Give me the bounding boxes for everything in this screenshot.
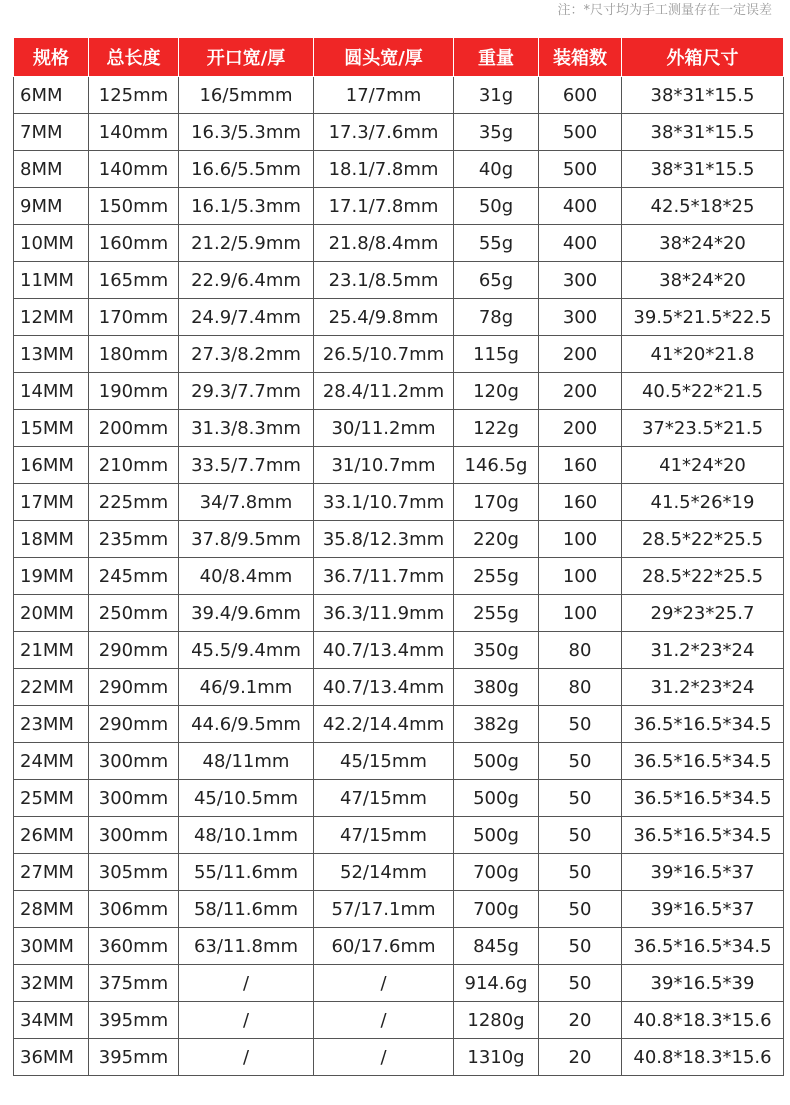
cell-pack-quantity: 20 <box>539 1002 622 1039</box>
cell-opening: 29.3/7.7mm <box>179 373 314 410</box>
cell-carton-size: 37*23.5*21.5 <box>622 410 784 447</box>
cell-weight: 500g <box>454 780 539 817</box>
cell-spec: 12MM <box>14 299 89 336</box>
cell-total-length: 210mm <box>89 447 179 484</box>
cell-ring: 17/7mm <box>314 77 454 114</box>
table-row <box>14 299 784 336</box>
table-row <box>14 447 784 484</box>
cell-carton-size: 28.5*22*25.5 <box>622 558 784 595</box>
cell-weight: 78g <box>454 299 539 336</box>
cell-carton-size: 41*24*20 <box>622 447 784 484</box>
cell-opening: / <box>179 965 314 1002</box>
cell-carton-size: 38*31*15.5 <box>622 151 784 188</box>
cell-opening: 34/7.8mm <box>179 484 314 521</box>
cell-carton-size: 36.5*16.5*34.5 <box>622 817 784 854</box>
header-weight: 重量 <box>454 38 539 77</box>
cell-total-length: 245mm <box>89 558 179 595</box>
cell-opening: 39.4/9.6mm <box>179 595 314 632</box>
table-row <box>14 151 784 188</box>
cell-opening: 63/11.8mm <box>179 928 314 965</box>
cell-opening: 24.9/7.4mm <box>179 299 314 336</box>
cell-carton-size: 40.8*18.3*15.6 <box>622 1002 784 1039</box>
cell-carton-size: 36.5*16.5*34.5 <box>622 743 784 780</box>
cell-total-length: 170mm <box>89 299 179 336</box>
table-row <box>14 780 784 817</box>
cell-ring: 60/17.6mm <box>314 928 454 965</box>
cell-weight: 35g <box>454 114 539 151</box>
cell-total-length: 165mm <box>89 262 179 299</box>
cell-weight: 700g <box>454 891 539 928</box>
cell-total-length: 200mm <box>89 410 179 447</box>
cell-spec: 24MM <box>14 743 89 780</box>
cell-pack-quantity: 50 <box>539 817 622 854</box>
cell-pack-quantity: 100 <box>539 558 622 595</box>
cell-total-length: 190mm <box>89 373 179 410</box>
cell-carton-size: 38*31*15.5 <box>622 114 784 151</box>
cell-weight: 220g <box>454 521 539 558</box>
cell-pack-quantity: 50 <box>539 891 622 928</box>
measurement-note: 注：*尺寸均为手工测量存在一定误差 <box>557 3 772 18</box>
table-row <box>14 77 784 114</box>
cell-ring: 21.8/8.4mm <box>314 225 454 262</box>
cell-spec: 27MM <box>14 854 89 891</box>
table-row <box>14 817 784 854</box>
table-row <box>14 336 784 373</box>
header-pack-quantity: 装箱数 <box>539 38 622 77</box>
cell-opening: 16.6/5.5mm <box>179 151 314 188</box>
cell-carton-size: 40.5*22*21.5 <box>622 373 784 410</box>
cell-spec: 6MM <box>14 77 89 114</box>
cell-ring: / <box>314 1002 454 1039</box>
cell-carton-size: 39*16.5*39 <box>622 965 784 1002</box>
cell-spec: 26MM <box>14 817 89 854</box>
cell-spec: 30MM <box>14 928 89 965</box>
cell-carton-size: 31.2*23*24 <box>622 669 784 706</box>
cell-weight: 845g <box>454 928 539 965</box>
cell-spec: 16MM <box>14 447 89 484</box>
cell-ring: 30/11.2mm <box>314 410 454 447</box>
cell-spec: 36MM <box>14 1039 89 1076</box>
cell-opening: 44.6/9.5mm <box>179 706 314 743</box>
table-row <box>14 1039 784 1076</box>
table-row <box>14 595 784 632</box>
header-total-length: 总长度 <box>89 38 179 77</box>
cell-carton-size: 36.5*16.5*34.5 <box>622 928 784 965</box>
cell-opening: 55/11.6mm <box>179 854 314 891</box>
cell-total-length: 290mm <box>89 706 179 743</box>
cell-spec: 18MM <box>14 521 89 558</box>
cell-pack-quantity: 50 <box>539 854 622 891</box>
cell-opening: / <box>179 1002 314 1039</box>
cell-weight: 146.5g <box>454 447 539 484</box>
cell-pack-quantity: 600 <box>539 77 622 114</box>
table-row <box>14 558 784 595</box>
cell-ring: 35.8/12.3mm <box>314 521 454 558</box>
cell-ring: 25.4/9.8mm <box>314 299 454 336</box>
cell-opening: 16.3/5.3mm <box>179 114 314 151</box>
cell-opening: 16.1/5.3mm <box>179 188 314 225</box>
cell-carton-size: 41*20*21.8 <box>622 336 784 373</box>
cell-total-length: 395mm <box>89 1002 179 1039</box>
table-row <box>14 410 784 447</box>
table-row <box>14 743 784 780</box>
cell-weight: 700g <box>454 854 539 891</box>
cell-spec: 9MM <box>14 188 89 225</box>
cell-carton-size: 29*23*25.7 <box>622 595 784 632</box>
cell-opening: 31.3/8.3mm <box>179 410 314 447</box>
cell-carton-size: 38*24*20 <box>622 225 784 262</box>
cell-spec: 14MM <box>14 373 89 410</box>
header-carton-size: 外箱尺寸 <box>622 38 784 77</box>
cell-spec: 10MM <box>14 225 89 262</box>
cell-opening: 46/9.1mm <box>179 669 314 706</box>
cell-total-length: 305mm <box>89 854 179 891</box>
table-row <box>14 484 784 521</box>
cell-spec: 17MM <box>14 484 89 521</box>
cell-spec: 34MM <box>14 1002 89 1039</box>
cell-weight: 115g <box>454 336 539 373</box>
table-row <box>14 188 784 225</box>
cell-weight: 1280g <box>454 1002 539 1039</box>
cell-total-length: 235mm <box>89 521 179 558</box>
table-row <box>14 669 784 706</box>
cell-spec: 15MM <box>14 410 89 447</box>
cell-total-length: 300mm <box>89 780 179 817</box>
cell-opening: 45/10.5mm <box>179 780 314 817</box>
cell-pack-quantity: 200 <box>539 373 622 410</box>
cell-opening: 58/11.6mm <box>179 891 314 928</box>
cell-spec: 8MM <box>14 151 89 188</box>
cell-opening: 40/8.4mm <box>179 558 314 595</box>
cell-total-length: 125mm <box>89 77 179 114</box>
cell-weight: 120g <box>454 373 539 410</box>
cell-pack-quantity: 500 <box>539 114 622 151</box>
cell-pack-quantity: 500 <box>539 151 622 188</box>
table-row <box>14 632 784 669</box>
cell-weight: 55g <box>454 225 539 262</box>
table-body <box>14 77 784 1076</box>
cell-spec: 23MM <box>14 706 89 743</box>
cell-pack-quantity: 50 <box>539 706 622 743</box>
cell-spec: 13MM <box>14 336 89 373</box>
cell-ring: 57/17.1mm <box>314 891 454 928</box>
header-spec: 规格 <box>14 38 89 77</box>
cell-total-length: 290mm <box>89 669 179 706</box>
cell-carton-size: 41.5*26*19 <box>622 484 784 521</box>
cell-spec: 25MM <box>14 780 89 817</box>
cell-carton-size: 42.5*18*25 <box>622 188 784 225</box>
cell-opening: 16/5mmm <box>179 77 314 114</box>
cell-opening: 48/11mm <box>179 743 314 780</box>
cell-weight: 255g <box>454 595 539 632</box>
cell-opening: 48/10.1mm <box>179 817 314 854</box>
cell-spec: 19MM <box>14 558 89 595</box>
cell-weight: 914.6g <box>454 965 539 1002</box>
cell-weight: 31g <box>454 77 539 114</box>
cell-total-length: 306mm <box>89 891 179 928</box>
cell-weight: 350g <box>454 632 539 669</box>
cell-opening: 27.3/8.2mm <box>179 336 314 373</box>
spec-table <box>13 37 784 1076</box>
cell-carton-size: 36.5*16.5*34.5 <box>622 706 784 743</box>
cell-ring: 36.7/11.7mm <box>314 558 454 595</box>
cell-pack-quantity: 200 <box>539 410 622 447</box>
cell-pack-quantity: 50 <box>539 928 622 965</box>
cell-ring: / <box>314 1039 454 1076</box>
cell-spec: 28MM <box>14 891 89 928</box>
cell-pack-quantity: 160 <box>539 484 622 521</box>
table-header-row <box>14 38 784 77</box>
cell-carton-size: 38*31*15.5 <box>622 77 784 114</box>
cell-total-length: 290mm <box>89 632 179 669</box>
cell-spec: 32MM <box>14 965 89 1002</box>
cell-pack-quantity: 100 <box>539 595 622 632</box>
cell-total-length: 225mm <box>89 484 179 521</box>
cell-ring: 42.2/14.4mm <box>314 706 454 743</box>
cell-ring: 17.3/7.6mm <box>314 114 454 151</box>
table-row <box>14 891 784 928</box>
cell-ring: / <box>314 965 454 1002</box>
cell-carton-size: 28.5*22*25.5 <box>622 521 784 558</box>
cell-ring: 40.7/13.4mm <box>314 669 454 706</box>
cell-ring: 45/15mm <box>314 743 454 780</box>
cell-weight: 500g <box>454 743 539 780</box>
cell-total-length: 300mm <box>89 743 179 780</box>
cell-pack-quantity: 300 <box>539 299 622 336</box>
cell-weight: 65g <box>454 262 539 299</box>
cell-carton-size: 31.2*23*24 <box>622 632 784 669</box>
cell-ring: 23.1/8.5mm <box>314 262 454 299</box>
cell-total-length: 375mm <box>89 965 179 1002</box>
cell-carton-size: 40.8*18.3*15.6 <box>622 1039 784 1076</box>
table-row <box>14 521 784 558</box>
cell-weight: 170g <box>454 484 539 521</box>
cell-ring: 36.3/11.9mm <box>314 595 454 632</box>
cell-pack-quantity: 50 <box>539 965 622 1002</box>
cell-total-length: 300mm <box>89 817 179 854</box>
cell-weight: 380g <box>454 669 539 706</box>
cell-weight: 255g <box>454 558 539 595</box>
cell-ring: 28.4/11.2mm <box>314 373 454 410</box>
cell-total-length: 140mm <box>89 114 179 151</box>
cell-ring: 18.1/7.8mm <box>314 151 454 188</box>
cell-ring: 40.7/13.4mm <box>314 632 454 669</box>
cell-spec: 22MM <box>14 669 89 706</box>
cell-opening: 45.5/9.4mm <box>179 632 314 669</box>
cell-weight: 500g <box>454 817 539 854</box>
cell-spec: 11MM <box>14 262 89 299</box>
cell-opening: 33.5/7.7mm <box>179 447 314 484</box>
header-opening-width-thickness: 开口宽/厚 <box>179 38 314 77</box>
table-row <box>14 114 784 151</box>
cell-pack-quantity: 400 <box>539 225 622 262</box>
table-row <box>14 373 784 410</box>
cell-pack-quantity: 200 <box>539 336 622 373</box>
cell-weight: 50g <box>454 188 539 225</box>
table-row <box>14 225 784 262</box>
cell-carton-size: 39*16.5*37 <box>622 854 784 891</box>
cell-pack-quantity: 100 <box>539 521 622 558</box>
cell-ring: 52/14mm <box>314 854 454 891</box>
header-ring-width-thickness: 圆头宽/厚 <box>314 38 454 77</box>
cell-weight: 1310g <box>454 1039 539 1076</box>
cell-weight: 382g <box>454 706 539 743</box>
table-row <box>14 928 784 965</box>
cell-total-length: 140mm <box>89 151 179 188</box>
cell-pack-quantity: 80 <box>539 669 622 706</box>
cell-total-length: 360mm <box>89 928 179 965</box>
cell-opening: / <box>179 1039 314 1076</box>
cell-spec: 21MM <box>14 632 89 669</box>
cell-ring: 33.1/10.7mm <box>314 484 454 521</box>
table-row <box>14 965 784 1002</box>
table-row <box>14 854 784 891</box>
cell-total-length: 395mm <box>89 1039 179 1076</box>
cell-pack-quantity: 50 <box>539 743 622 780</box>
cell-spec: 7MM <box>14 114 89 151</box>
cell-ring: 31/10.7mm <box>314 447 454 484</box>
cell-pack-quantity: 400 <box>539 188 622 225</box>
cell-ring: 47/15mm <box>314 780 454 817</box>
cell-pack-quantity: 300 <box>539 262 622 299</box>
cell-weight: 40g <box>454 151 539 188</box>
cell-weight: 122g <box>454 410 539 447</box>
cell-ring: 17.1/7.8mm <box>314 188 454 225</box>
cell-pack-quantity: 20 <box>539 1039 622 1076</box>
cell-carton-size: 39.5*21.5*22.5 <box>622 299 784 336</box>
cell-total-length: 250mm <box>89 595 179 632</box>
cell-pack-quantity: 80 <box>539 632 622 669</box>
cell-opening: 22.9/6.4mm <box>179 262 314 299</box>
cell-opening: 21.2/5.9mm <box>179 225 314 262</box>
cell-total-length: 160mm <box>89 225 179 262</box>
cell-total-length: 180mm <box>89 336 179 373</box>
cell-pack-quantity: 50 <box>539 780 622 817</box>
cell-ring: 26.5/10.7mm <box>314 336 454 373</box>
table-row <box>14 1002 784 1039</box>
table-row <box>14 706 784 743</box>
cell-opening: 37.8/9.5mm <box>179 521 314 558</box>
cell-spec: 20MM <box>14 595 89 632</box>
cell-carton-size: 36.5*16.5*34.5 <box>622 780 784 817</box>
cell-carton-size: 39*16.5*37 <box>622 891 784 928</box>
cell-pack-quantity: 160 <box>539 447 622 484</box>
cell-total-length: 150mm <box>89 188 179 225</box>
cell-carton-size: 38*24*20 <box>622 262 784 299</box>
table-row <box>14 262 784 299</box>
cell-ring: 47/15mm <box>314 817 454 854</box>
